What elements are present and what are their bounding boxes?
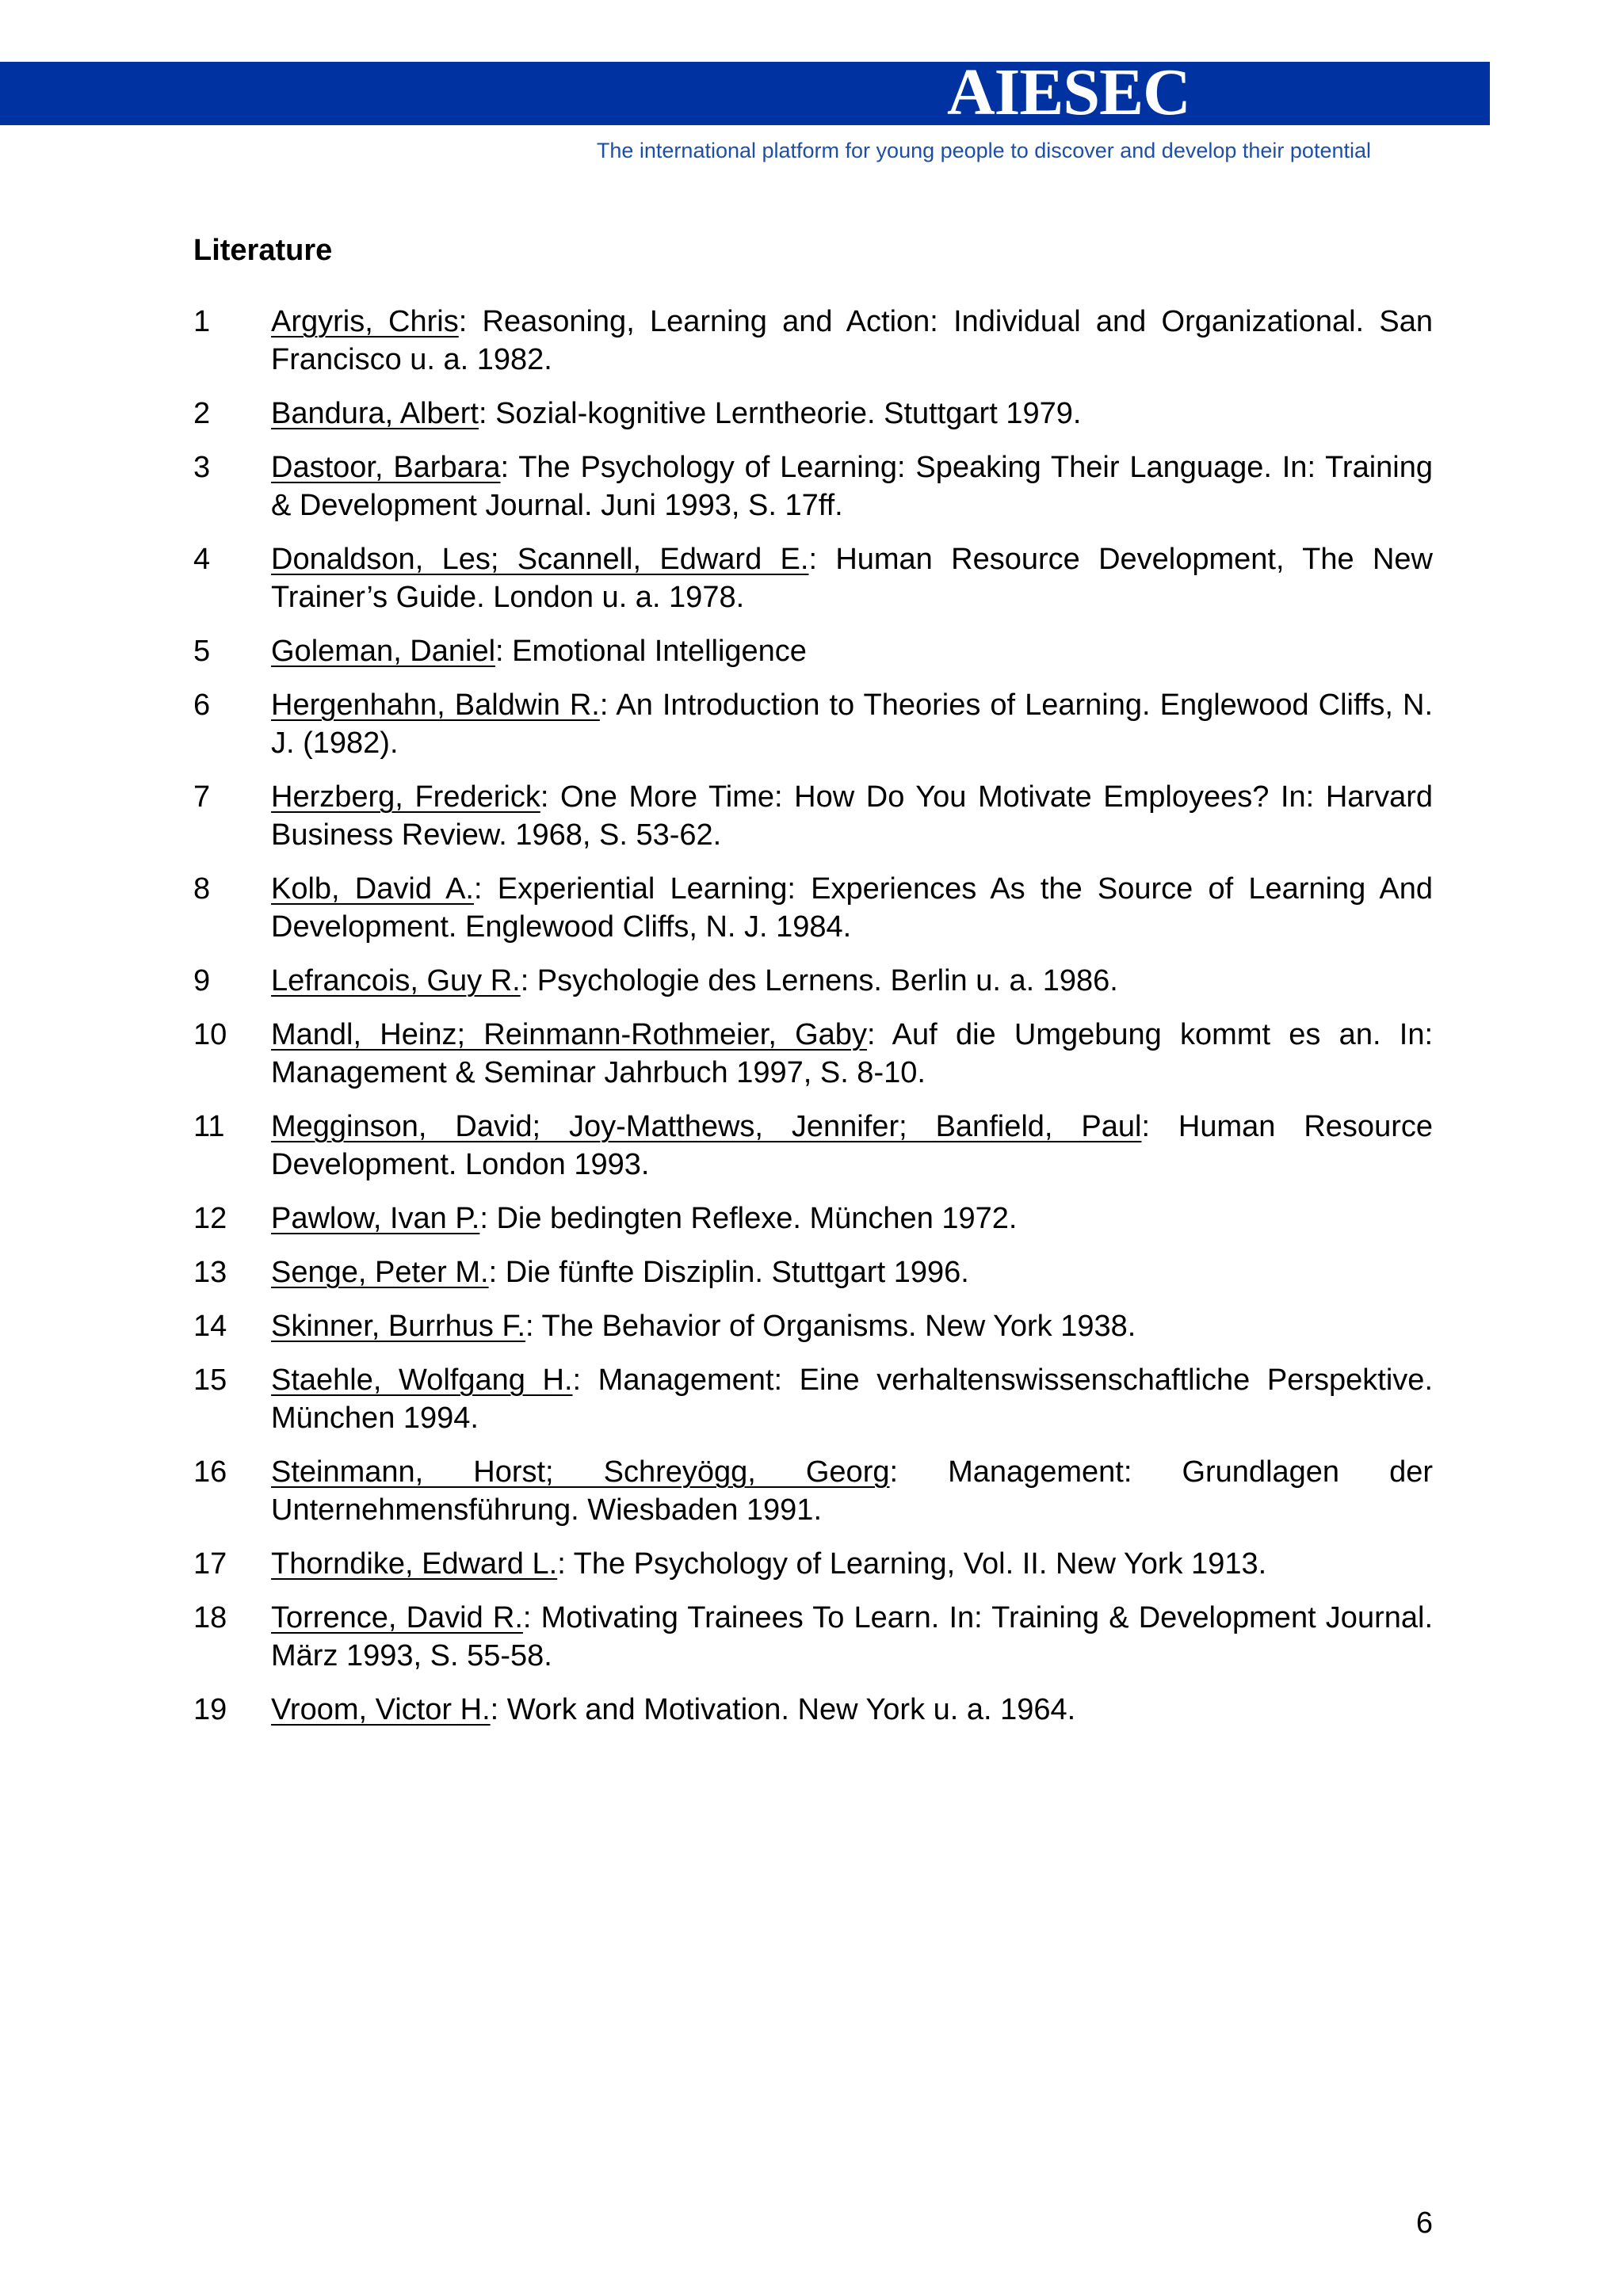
reference-item (193, 1545, 1433, 1583)
reference-text (271, 632, 1433, 670)
reference-author: Kolb, David A. (271, 872, 474, 906)
reference-author: Steinmann, Horst; Schreyögg, Georg (271, 1455, 890, 1489)
reference-details: : Human Resource Development. London 1993. (271, 1110, 1433, 1181)
walking-people-figures-icon (1193, 59, 1304, 127)
reference-details: : One More Time: How Do You Motivate Employees? In: Harvard Business Review. 1968, S. 53-62. (271, 780, 1433, 852)
reference-item (193, 395, 1433, 433)
reference-details: : Management: Grundlagen der Unternehmensführung. Wiesbaden 1991. (271, 1455, 1433, 1527)
reference-text (271, 1108, 1433, 1184)
reference-details: : Human Resource Development, The New Trainer’s Guide. London u. a. 1978. (271, 543, 1434, 614)
reference-number: 15 (193, 1363, 227, 1397)
reference-number: 3 (193, 451, 211, 484)
reference-number: 10 (193, 1018, 227, 1051)
reference-list (193, 303, 1433, 1745)
reference-author: Dastoor, Barbara (271, 451, 501, 484)
reference-details: : Work and Motivation. New York u. a. 1964. (490, 1693, 1076, 1726)
reference-number: 8 (193, 872, 211, 906)
reference-item (193, 1108, 1433, 1184)
reference-item (193, 1016, 1433, 1092)
reference-author: Herzberg, Frederick (271, 780, 540, 814)
reference-number: 19 (193, 1693, 227, 1726)
reference-item (193, 870, 1433, 946)
reference-author: Mandl, Heinz; Reinmann-Rothmeier, Gaby (271, 1018, 867, 1051)
reference-details: : The Psychology of Learning, Vol. II. New York 1913. (557, 1547, 1267, 1581)
reference-item (193, 1307, 1433, 1345)
reference-details: : Auf die Umgebung kommt es an. In: Management & Seminar Jahrbuch 1997, S. 8-10. (271, 1018, 1434, 1089)
reference-item (193, 686, 1433, 762)
reference-text (271, 1599, 1433, 1675)
reference-author: Lefrancois, Guy R. (271, 964, 521, 997)
reference-item (193, 778, 1433, 854)
reference-details: : Emotional Intelligence (495, 635, 807, 668)
reference-number: 17 (193, 1547, 227, 1581)
reference-number: 4 (193, 543, 211, 576)
reference-item (193, 303, 1433, 379)
reference-text (271, 1199, 1433, 1238)
reference-item (193, 1199, 1433, 1238)
reference-item (193, 632, 1433, 670)
reference-author: Bandura, Albert (271, 397, 479, 430)
reference-details: : Die bedingten Reflexe. München 1972. (479, 1202, 1018, 1235)
reference-text (271, 778, 1433, 854)
reference-text (271, 303, 1433, 379)
reference-item (193, 1691, 1433, 1729)
reference-details: : Die fünfte Disziplin. Stuttgart 1996. (488, 1256, 969, 1289)
reference-text (271, 1253, 1433, 1291)
reference-text (271, 1453, 1433, 1529)
reference-text (271, 870, 1433, 946)
reference-details: : Reasoning, Learning and Action: Individual and Organizational. San Francisco u. a. 1982. (271, 305, 1433, 376)
reference-item (193, 1361, 1433, 1437)
reference-author: Hergenhahn, Baldwin R. (271, 688, 600, 722)
aiesec-logo (947, 57, 1304, 128)
reference-details: : The Behavior of Organisms. New York 1938. (525, 1310, 1136, 1343)
reference-details: : Experiential Learning: Experiences As the Source of Learning And Development. Englewood Cliffs, N. J. 1984. (271, 872, 1434, 944)
reference-number: 12 (193, 1202, 227, 1235)
reference-details: : Psychologie des Lernens. Berlin u. a. 1986. (520, 964, 1118, 997)
reference-details: : An Introduction to Theories of Learning. Englewood Cliffs, N. J. (1982). (271, 688, 1434, 760)
reference-details: : Management: Eine verhaltenswissenschaftliche Perspektive. München 1994. (271, 1363, 1433, 1435)
section-title: Literature (193, 234, 333, 267)
reference-text (271, 448, 1433, 524)
reference-number: 18 (193, 1601, 227, 1634)
reference-number: 5 (193, 635, 211, 668)
reference-number: 9 (193, 964, 211, 997)
reference-number: 16 (193, 1455, 227, 1489)
reference-number: 14 (193, 1310, 227, 1343)
reference-text (271, 540, 1433, 616)
reference-author: Thorndike, Edward L. (271, 1547, 558, 1581)
reference-number: 11 (193, 1110, 225, 1143)
reference-item (193, 962, 1433, 1000)
reference-text (271, 395, 1433, 433)
reference-text (271, 1016, 1433, 1092)
reference-author: Argyris, Chris (271, 305, 459, 338)
reference-item (193, 1453, 1433, 1529)
reference-author: Megginson, David; Joy-Matthews, Jennifer; Banfield, Paul (271, 1110, 1142, 1143)
header-tagline: The international platform for young people to discover and develop their potential (596, 139, 1371, 162)
reference-author: Skinner, Burrhus F. (271, 1310, 526, 1343)
page-number: 6 (1415, 2206, 1433, 2240)
reference-number: 7 (193, 780, 211, 814)
logo-wordmark: AIESEC (947, 55, 1190, 129)
reference-text (271, 1361, 1433, 1437)
reference-author: Pawlow, Ivan P. (271, 1202, 480, 1235)
reference-author: Senge, Peter M. (271, 1256, 489, 1289)
reference-author: Vroom, Victor H. (271, 1693, 491, 1726)
reference-item (193, 448, 1433, 524)
reference-number: 2 (193, 397, 211, 430)
reference-details: : The Psychology of Learning: Speaking Their Language. In: Training & Development Journal. Juni 1993, S. 17ff. (271, 451, 1433, 522)
reference-number: 1 (193, 305, 211, 338)
reference-author: Staehle, Wolfgang H. (271, 1363, 573, 1397)
reference-text (271, 1307, 1433, 1345)
reference-number: 6 (193, 688, 211, 722)
reference-author: Goleman, Daniel (271, 635, 496, 668)
reference-details: : Motivating Trainees To Learn. In: Training & Development Journal. März 1993, S. 55-58. (271, 1601, 1433, 1672)
reference-text (271, 962, 1433, 1000)
reference-item (193, 1599, 1433, 1675)
reference-author: Donaldson, Les; Scannell, Edward E. (271, 543, 809, 576)
reference-text (271, 1691, 1433, 1729)
reference-text (271, 686, 1433, 762)
reference-item (193, 1253, 1433, 1291)
reference-details: : Sozial-kognitive Lerntheorie. Stuttgart 1979. (478, 397, 1082, 430)
reference-number: 13 (193, 1256, 227, 1289)
reference-item (193, 540, 1433, 616)
reference-text (271, 1545, 1433, 1583)
reference-author: Torrence, David R. (271, 1601, 523, 1634)
